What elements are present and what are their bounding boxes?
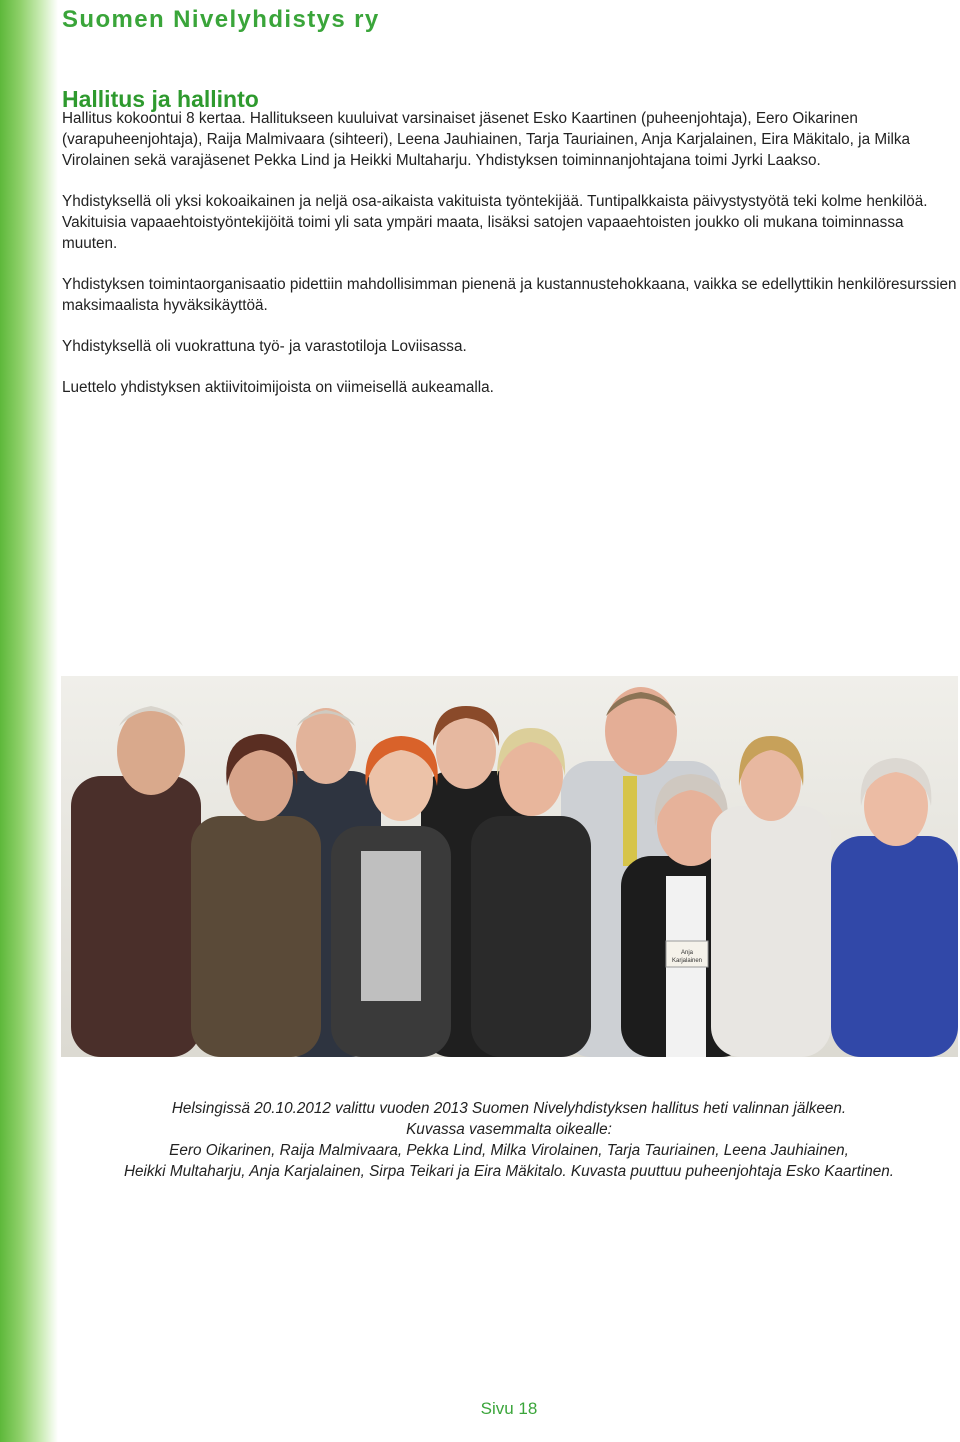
paragraph-activists: Luettelo yhdistyksen aktiivitoimijoista on viimeisellä aukeamalla. — [62, 379, 494, 396]
name-badge-text-line: Anja — [680, 950, 694, 956]
paragraph-board: Hallitus kokoontui 8 kertaa. Hallitukseen kuuluivat varsinaiset jäsenet Esko Kaartinen (puheenjohtaja), Eero Oikarinen (varapuheenjohtaja), Raija Malmivaara (sihteeri), Leena Jauhiainen, Tarja Tauriainen, Anja Karjalainen, Eira Mäkitalo, ja Milka Virolainen sekä varajäsenet Pekka Lind ja Heikki Multaharju. Yhdistyksen toiminnanjohtajana toimi Jyrki Laakso. — [62, 110, 911, 169]
section-title: Hallitus ja hallinto — [62, 86, 259, 112]
page-number: Sivu 18 — [480, 1399, 538, 1418]
paragraph-staff: Yhdistyksellä oli yksi kokoaikainen ja neljä osa-aikaista vakituista työntekijää. Tuntipalkkaista päivystystyötä teki kolme henkilöä. Vakituisia vapaaehtoistyöntekijöitä toimi yli sata ympäri maata, lisäksi satojen vapaaehtoisten joukko oli mukana toiminnassa muuten. — [62, 193, 928, 252]
photo-caption — [58, 1098, 960, 1182]
body-text — [62, 108, 960, 418]
organization-name: Suomen Nivelyhdistys ry — [62, 6, 380, 33]
caption-line-2: Kuvassa vasemmalta oikealle: — [406, 1121, 612, 1138]
caption-line-4: Heikki Multaharju, Anja Karjalainen, Sirpa Teikari ja Eira Mäkitalo. Kuvasta puuttuu puheenjohtaja Esko Kaartinen. — [123, 1163, 895, 1180]
name-badge-text-line: Karjalainen — [671, 958, 703, 964]
paragraph-organization: Yhdistyksen toimintaorganisaatio pidettiin mahdollisimman pienenä ja kustannustehokkaana, vaikka se edellyttikin henkilöresurssien maksimaalista hyväksikäyttöä. — [62, 276, 957, 314]
caption-line-3: Eero Oikarinen, Raija Malmivaara, Pekka Lind, Milka Virolainen, Tarja Tauriainen, Leena Jauhiainen, — [169, 1142, 849, 1159]
decorative-side-band — [0, 0, 58, 1442]
group-photo — [61, 676, 958, 1057]
caption-line-1: Helsingissä 20.10.2012 valittu vuoden 2013 Suomen Nivelyhdistyksen hallitus heti valinnan jälkeen. — [171, 1100, 847, 1117]
paragraph-premises: Yhdistyksellä oli vuokrattuna työ- ja varastotiloja Loviisassa. — [62, 338, 467, 355]
